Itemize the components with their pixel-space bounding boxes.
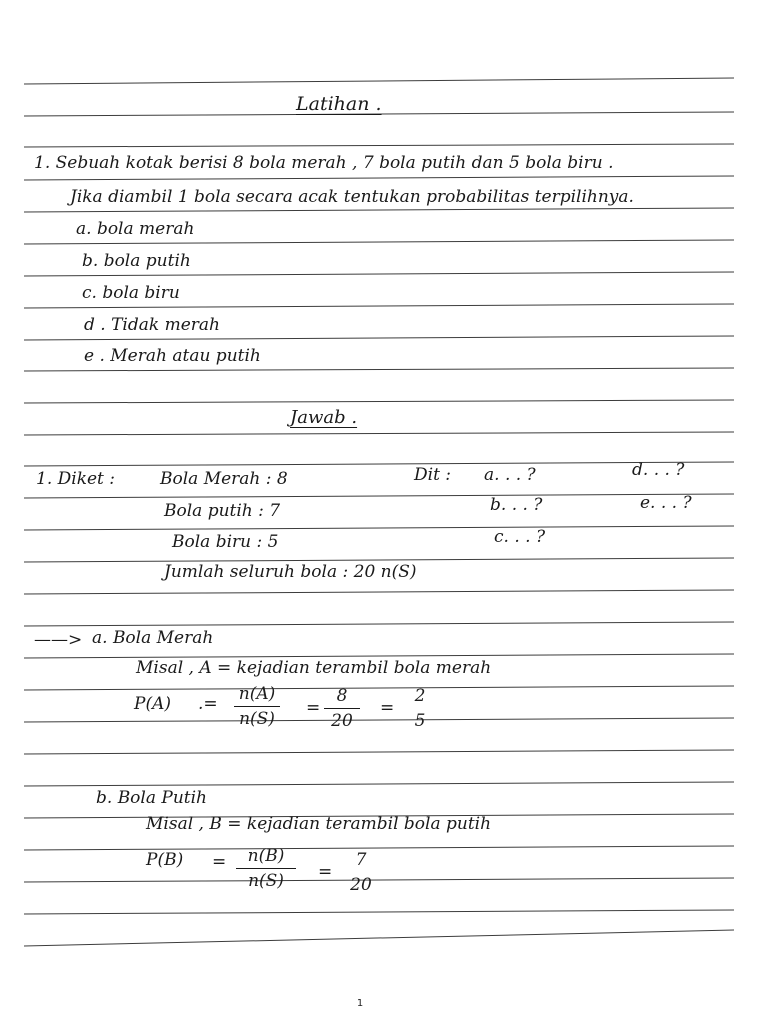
problem-option-c: c. bola biru	[82, 283, 180, 303]
part-a-fraction-values-denominator: 20	[331, 711, 353, 731]
page-title: Latihan .	[296, 93, 382, 115]
problem-line-2: Jika diambil 1 bola secara acak tentukan probabilitas terpilihnya.	[70, 187, 634, 207]
part-a-equals-2: =	[306, 698, 321, 718]
part-a-fraction-simplified-numerator: 2	[414, 686, 426, 706]
fraction-bar	[236, 868, 296, 869]
part-a-fraction-simplified-denominator: 5	[414, 711, 426, 731]
asked-e: e. . . ?	[640, 493, 692, 513]
problem-option-a: a. bola merah	[76, 219, 195, 239]
problem-option-b: b. bola putih	[82, 251, 191, 271]
asked-b: b. . . ?	[490, 495, 543, 515]
problem-line-1: 1. Sebuah kotak berisi 8 bola merah , 7 bola putih dan 5 bola biru .	[34, 153, 614, 173]
known-white-balls: Bola putih : 7	[164, 501, 281, 521]
asked-a: a. . . ?	[484, 465, 536, 485]
part-a-equals-1: .=	[198, 694, 218, 714]
fraction-bar	[344, 872, 378, 873]
page-number: 1	[356, 998, 364, 1009]
part-a-fraction-n-denominator: n(S)	[239, 709, 275, 729]
problem-option-e: e . Merah atau putih	[84, 346, 261, 366]
fraction-bar	[234, 706, 280, 707]
part-a-lhs: P(A)	[134, 694, 171, 714]
known-red-balls: Bola Merah : 8	[160, 469, 288, 489]
known-label: 1. Diket :	[36, 469, 116, 489]
part-a-fraction-simplified	[404, 686, 436, 731]
arrow-marker: ——>	[34, 630, 83, 650]
part-b-fraction-n	[236, 846, 296, 891]
part-b-equals-1: =	[212, 852, 227, 872]
part-b-fraction-n-numerator: n(B)	[247, 846, 285, 866]
part-a-fraction-n	[234, 684, 280, 729]
part-a-fraction-n-numerator: n(A)	[238, 684, 276, 704]
part-b-fraction-n-denominator: n(S)	[248, 871, 284, 891]
problem-option-d: d . Tidak merah	[84, 315, 220, 335]
asked-label: Dit :	[414, 465, 452, 485]
answer-heading: Jawab .	[290, 407, 358, 428]
part-b-fraction-values-numerator: 7	[355, 850, 367, 870]
part-a-equals-3: =	[380, 698, 395, 718]
fraction-bar	[324, 708, 360, 709]
part-b-lhs: P(B)	[146, 850, 184, 870]
asked-c: c. . . ?	[494, 527, 546, 547]
part-b-fraction-values-denominator: 20	[350, 875, 372, 895]
part-b-misal: Misal , B = kejadian terambil bola putih	[146, 814, 492, 834]
known-total-balls: Jumlah seluruh bola : 20 n(S)	[164, 562, 417, 582]
part-b-fraction-values	[344, 850, 378, 895]
part-a-misal: Misal , A = kejadian terambil bola merah	[136, 658, 492, 678]
part-a-fraction-values-numerator: 8	[336, 686, 348, 706]
known-blue-balls: Bola biru : 5	[172, 532, 279, 552]
part-b-equals-2: =	[318, 862, 333, 882]
fraction-bar	[404, 708, 436, 709]
part-a-heading: a. Bola Merah	[92, 628, 214, 648]
part-b-heading: b. Bola Putih	[96, 788, 207, 808]
part-a-fraction-values	[324, 686, 360, 731]
asked-d: d. . . ?	[632, 460, 685, 480]
